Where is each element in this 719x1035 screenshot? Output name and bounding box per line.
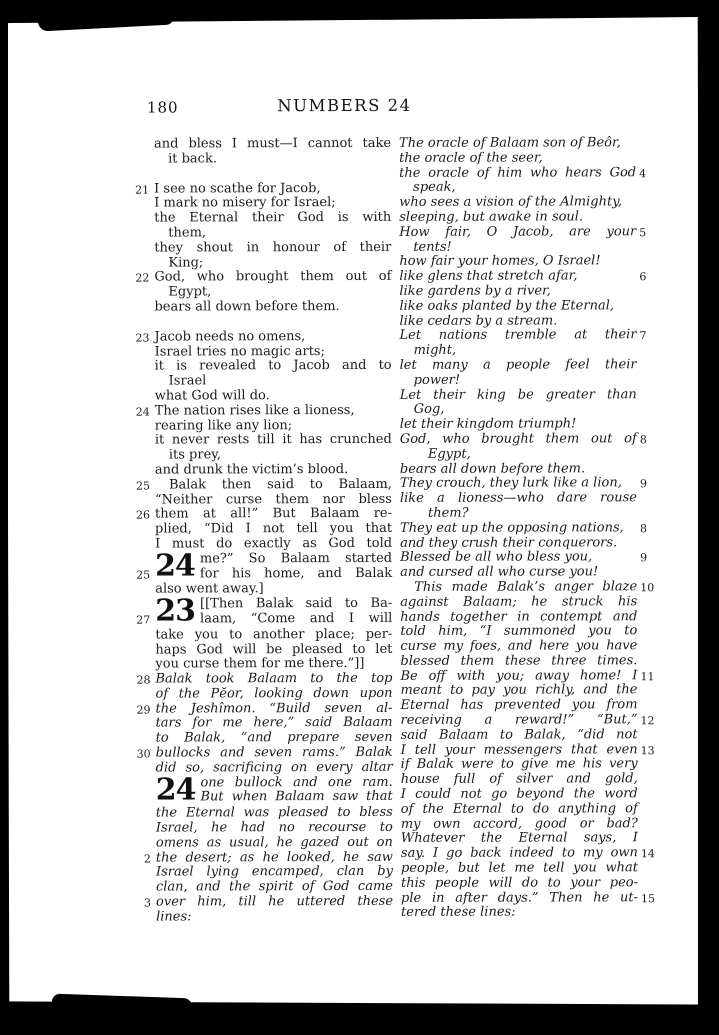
chapter-block (136, 548, 393, 584)
text-line: told him, “I summoned you to (400, 623, 638, 640)
text-line: who sees a vision of the Almighty, (399, 194, 622, 211)
text-line: for his home, and Balak 25 (155, 566, 392, 581)
text-line: also went away.] (155, 581, 264, 597)
text-block (400, 579, 656, 921)
text-line: bullocks and seven rams.” Balak 30 (156, 746, 393, 761)
scan-border-right (698, 0, 719, 1024)
right-column (399, 135, 656, 921)
text-line: blessed them these three times. (400, 653, 638, 669)
text-line: Eternal has prevented you from (400, 697, 638, 714)
page-number: 180 (146, 98, 179, 117)
text-line: the Eternal was pleased to bless (155, 805, 393, 821)
text-line: ple in after days.” Then he ut- 15 (401, 891, 638, 906)
text-line: plied, “Did I not tell you that (155, 521, 393, 537)
text-line: against Balaam; he struck his (400, 593, 638, 610)
text-line: The nation rises like a lioness, 24 (155, 404, 392, 419)
text-line: Egypt, (168, 284, 212, 300)
text-block (154, 137, 391, 167)
scan-border-left (0, 0, 8, 1024)
text-line: them at all!” But Balaam re- 26 (155, 507, 392, 522)
text-line: did so, sacrificing on every altar (155, 759, 393, 776)
text-line: Whatever the Eternal says, I (400, 830, 638, 847)
text-line: I tell your messengers that even 13 (401, 743, 638, 758)
text-line: Egypt, (427, 446, 471, 462)
text-line: God, who brought them out of 8 (400, 432, 637, 447)
text-line: its prey, (168, 447, 222, 463)
text-line: what God will do. (154, 388, 270, 404)
text-line: meant to pay you richly, and the (400, 682, 638, 699)
verse-number: 10 (640, 581, 655, 595)
text-line: Balak then said to Balaam, 25 (155, 478, 392, 493)
text-line: let many a people feel their (399, 357, 637, 373)
text-line: like a lioness—who dare rouse (399, 490, 637, 507)
verse-number: 21 (135, 183, 150, 197)
verse-number: 3 (144, 896, 152, 910)
text-line: bears all down before them. (399, 460, 586, 477)
text-line: Gog, (413, 402, 445, 418)
text-line: Israel tries no magic arts; (154, 343, 325, 360)
verse-number: 13 (640, 743, 655, 757)
text-line: haps God will be pleased to let (155, 641, 393, 658)
text-line: of the Eternal to do anything of (400, 801, 638, 817)
verse-number: 11 (640, 669, 655, 683)
text-line: hands together in contempt and (400, 608, 638, 625)
verse-number: 25 (135, 479, 150, 493)
text-line: Be off with you; away home! I 11 (400, 669, 637, 684)
text-line: it is revealed to Jacob and to (154, 358, 392, 374)
text-line: The oracle of Balaam son of Beôr, (399, 135, 621, 151)
text-line: the oracle of the seer, (399, 150, 543, 166)
chapter-number: 24 (155, 548, 195, 584)
verse-number: 22 (135, 271, 150, 285)
verse-number: 12 (640, 714, 655, 728)
text-line: But when Balaam saw that (200, 789, 393, 805)
text-block (155, 628, 392, 673)
text-line: I mark no misery for Israel; (154, 195, 336, 211)
text-line: power! (413, 372, 461, 388)
verse-number: 5 (639, 226, 647, 240)
text-line: laam, “Come and I will 27 (155, 612, 392, 627)
verse-number: 8 (639, 433, 647, 447)
book-page (7, 15, 701, 1007)
text-line: let their kingdom triumph! (399, 416, 577, 433)
text-line: my own accord, good or bad? (400, 815, 638, 832)
text-line: lines: (156, 909, 192, 925)
text-line: like cedars by a stream. (399, 313, 558, 329)
verse-number: 7 (639, 329, 647, 343)
text-line: I could not go beyond the word (400, 786, 638, 802)
text-line: how fair your homes, O Israel! (399, 253, 601, 270)
chapter-block (155, 772, 393, 808)
text-line: take you to another place; per- (155, 626, 393, 643)
verse-number: 27 (136, 613, 151, 627)
running-title: NUMBERS 24 (277, 95, 412, 116)
verse-number: 9 (639, 477, 647, 491)
text-line: people, but let me tell you what (400, 860, 638, 876)
text-line: the Jeshîmon. “Build seven al- 29 (155, 702, 392, 717)
text-line: sleeping, but awake in soul. (399, 209, 584, 225)
text-line: you curse them for me there.”]] (155, 656, 365, 672)
text-line: it back. (168, 151, 217, 167)
text-line: this people will do to your peo- (400, 875, 638, 891)
verse-number: 14 (640, 847, 655, 861)
text-line: tents! (413, 239, 452, 255)
text-line: of the Pĕor, looking down upon (155, 685, 393, 702)
verse-number: 2 (143, 852, 151, 866)
verse-number: 26 (135, 508, 151, 522)
text-line: speak, (413, 180, 456, 196)
text-line: like glens that stretch afar, 6 (399, 269, 636, 284)
chapter-number: 24 (155, 772, 196, 808)
text-line: them? (427, 505, 469, 521)
text-line: God, who brought them out of 22 (154, 270, 391, 285)
text-line: clan, and the spirit of God came (155, 879, 394, 895)
text-line: King; (168, 254, 204, 271)
text-line: one bullock and one ram. (200, 774, 393, 791)
text-line: “Neither curse them nor bless (154, 491, 392, 508)
text-line: might, (413, 342, 457, 358)
verse-number: 15 (640, 891, 656, 905)
text-line: like gardens by a river, (399, 283, 551, 299)
text-line: if Balak were to give me his very (400, 756, 638, 773)
verse-number: 24 (135, 405, 150, 419)
text-line: it never rests till it has crunched (154, 432, 392, 448)
scan-border-bottom (0, 1001, 719, 1034)
text-block (136, 670, 393, 776)
chapter-block (136, 593, 393, 629)
text-block (399, 135, 648, 581)
verse-number: 25 (136, 568, 151, 582)
text-line: the Eternal their God is with (154, 210, 392, 226)
text-line: and bless I must—I cannot take (154, 135, 392, 152)
text-block (135, 180, 392, 315)
text-line: curse my foes, and here you have (400, 638, 638, 654)
text-line: said Balaam to Balak, “did not (400, 727, 638, 743)
text-line: This made Balak’s anger blaze 10 (400, 580, 637, 595)
text-line: like oaks planted by the Eternal, (399, 298, 614, 314)
text-line: the desert; as he looked, he saw 2 (156, 851, 393, 866)
text-line: me?” So Balaam started (199, 550, 393, 567)
text-line: rearing like any lion; (154, 417, 293, 434)
verse-number: 29 (136, 703, 151, 717)
text-line: bears all down before them. (154, 299, 340, 315)
text-line: I see no scathe for Jacob, 21 (154, 181, 391, 196)
text-line: Balak took Balaam to the top 28 (155, 672, 392, 687)
text-line: They eat up the opposing nations, 8 (400, 521, 637, 536)
text-line: tered these lines: (401, 905, 516, 921)
text-line: How fair, O Jacob, are your 5 (399, 225, 636, 240)
text-line: Let nations tremble at their 7 (400, 329, 637, 344)
chapter-number: 23 (155, 593, 196, 629)
text-line: Blessed be all who bless you, 9 (400, 551, 637, 566)
text-line: house full of silver and gold, (400, 771, 638, 788)
text-line: Israel lying encamped, clan by (155, 864, 393, 880)
text-line: omens as usual, he gazed out on (155, 834, 393, 851)
text-line: Israel (168, 373, 207, 389)
text-line: receiving a reward!” “But,” 12 (401, 713, 638, 728)
text-line: over him, till he uttered these 3 (156, 895, 393, 910)
text-line: and drunk the victim’s blood. (154, 461, 349, 478)
text-line: say. I go back indeed to my own 14 (401, 847, 638, 862)
text-line: them, (168, 225, 207, 241)
verse-number: 8 (640, 521, 648, 535)
verse-number: 28 (136, 673, 151, 687)
text-block (135, 476, 393, 553)
left-column (135, 135, 394, 925)
verse-number: 6 (639, 270, 647, 284)
text-line: Let their king be greater than (399, 386, 637, 403)
text-block (143, 805, 394, 925)
text-line: and cursed all who curse you! (400, 564, 599, 580)
text-line: to Balak, “and prepare seven (155, 730, 393, 746)
verse-number: 9 (640, 551, 648, 565)
text-line: tars for me here,” said Balaam (155, 715, 393, 732)
text-line: I must do exactly as God told (155, 535, 393, 552)
text-line: and they crush their conquerors. (400, 534, 618, 551)
verse-number: 30 (136, 747, 151, 761)
text-line: the oracle of him who hears God 4 (399, 166, 636, 181)
text-line: Jacob needs no omens, 23 (155, 330, 392, 345)
text-line: They crouch, they lurk like a lion, 9 (400, 477, 637, 492)
verse-number: 23 (135, 331, 150, 345)
text-line: [[Then Balak said to Ba- (199, 596, 393, 612)
text-block (135, 328, 392, 479)
text-line: Israel, he had no recourse to (155, 819, 393, 836)
verse-number: 4 (639, 166, 647, 180)
text-line: they shout in honour of their (154, 239, 392, 256)
